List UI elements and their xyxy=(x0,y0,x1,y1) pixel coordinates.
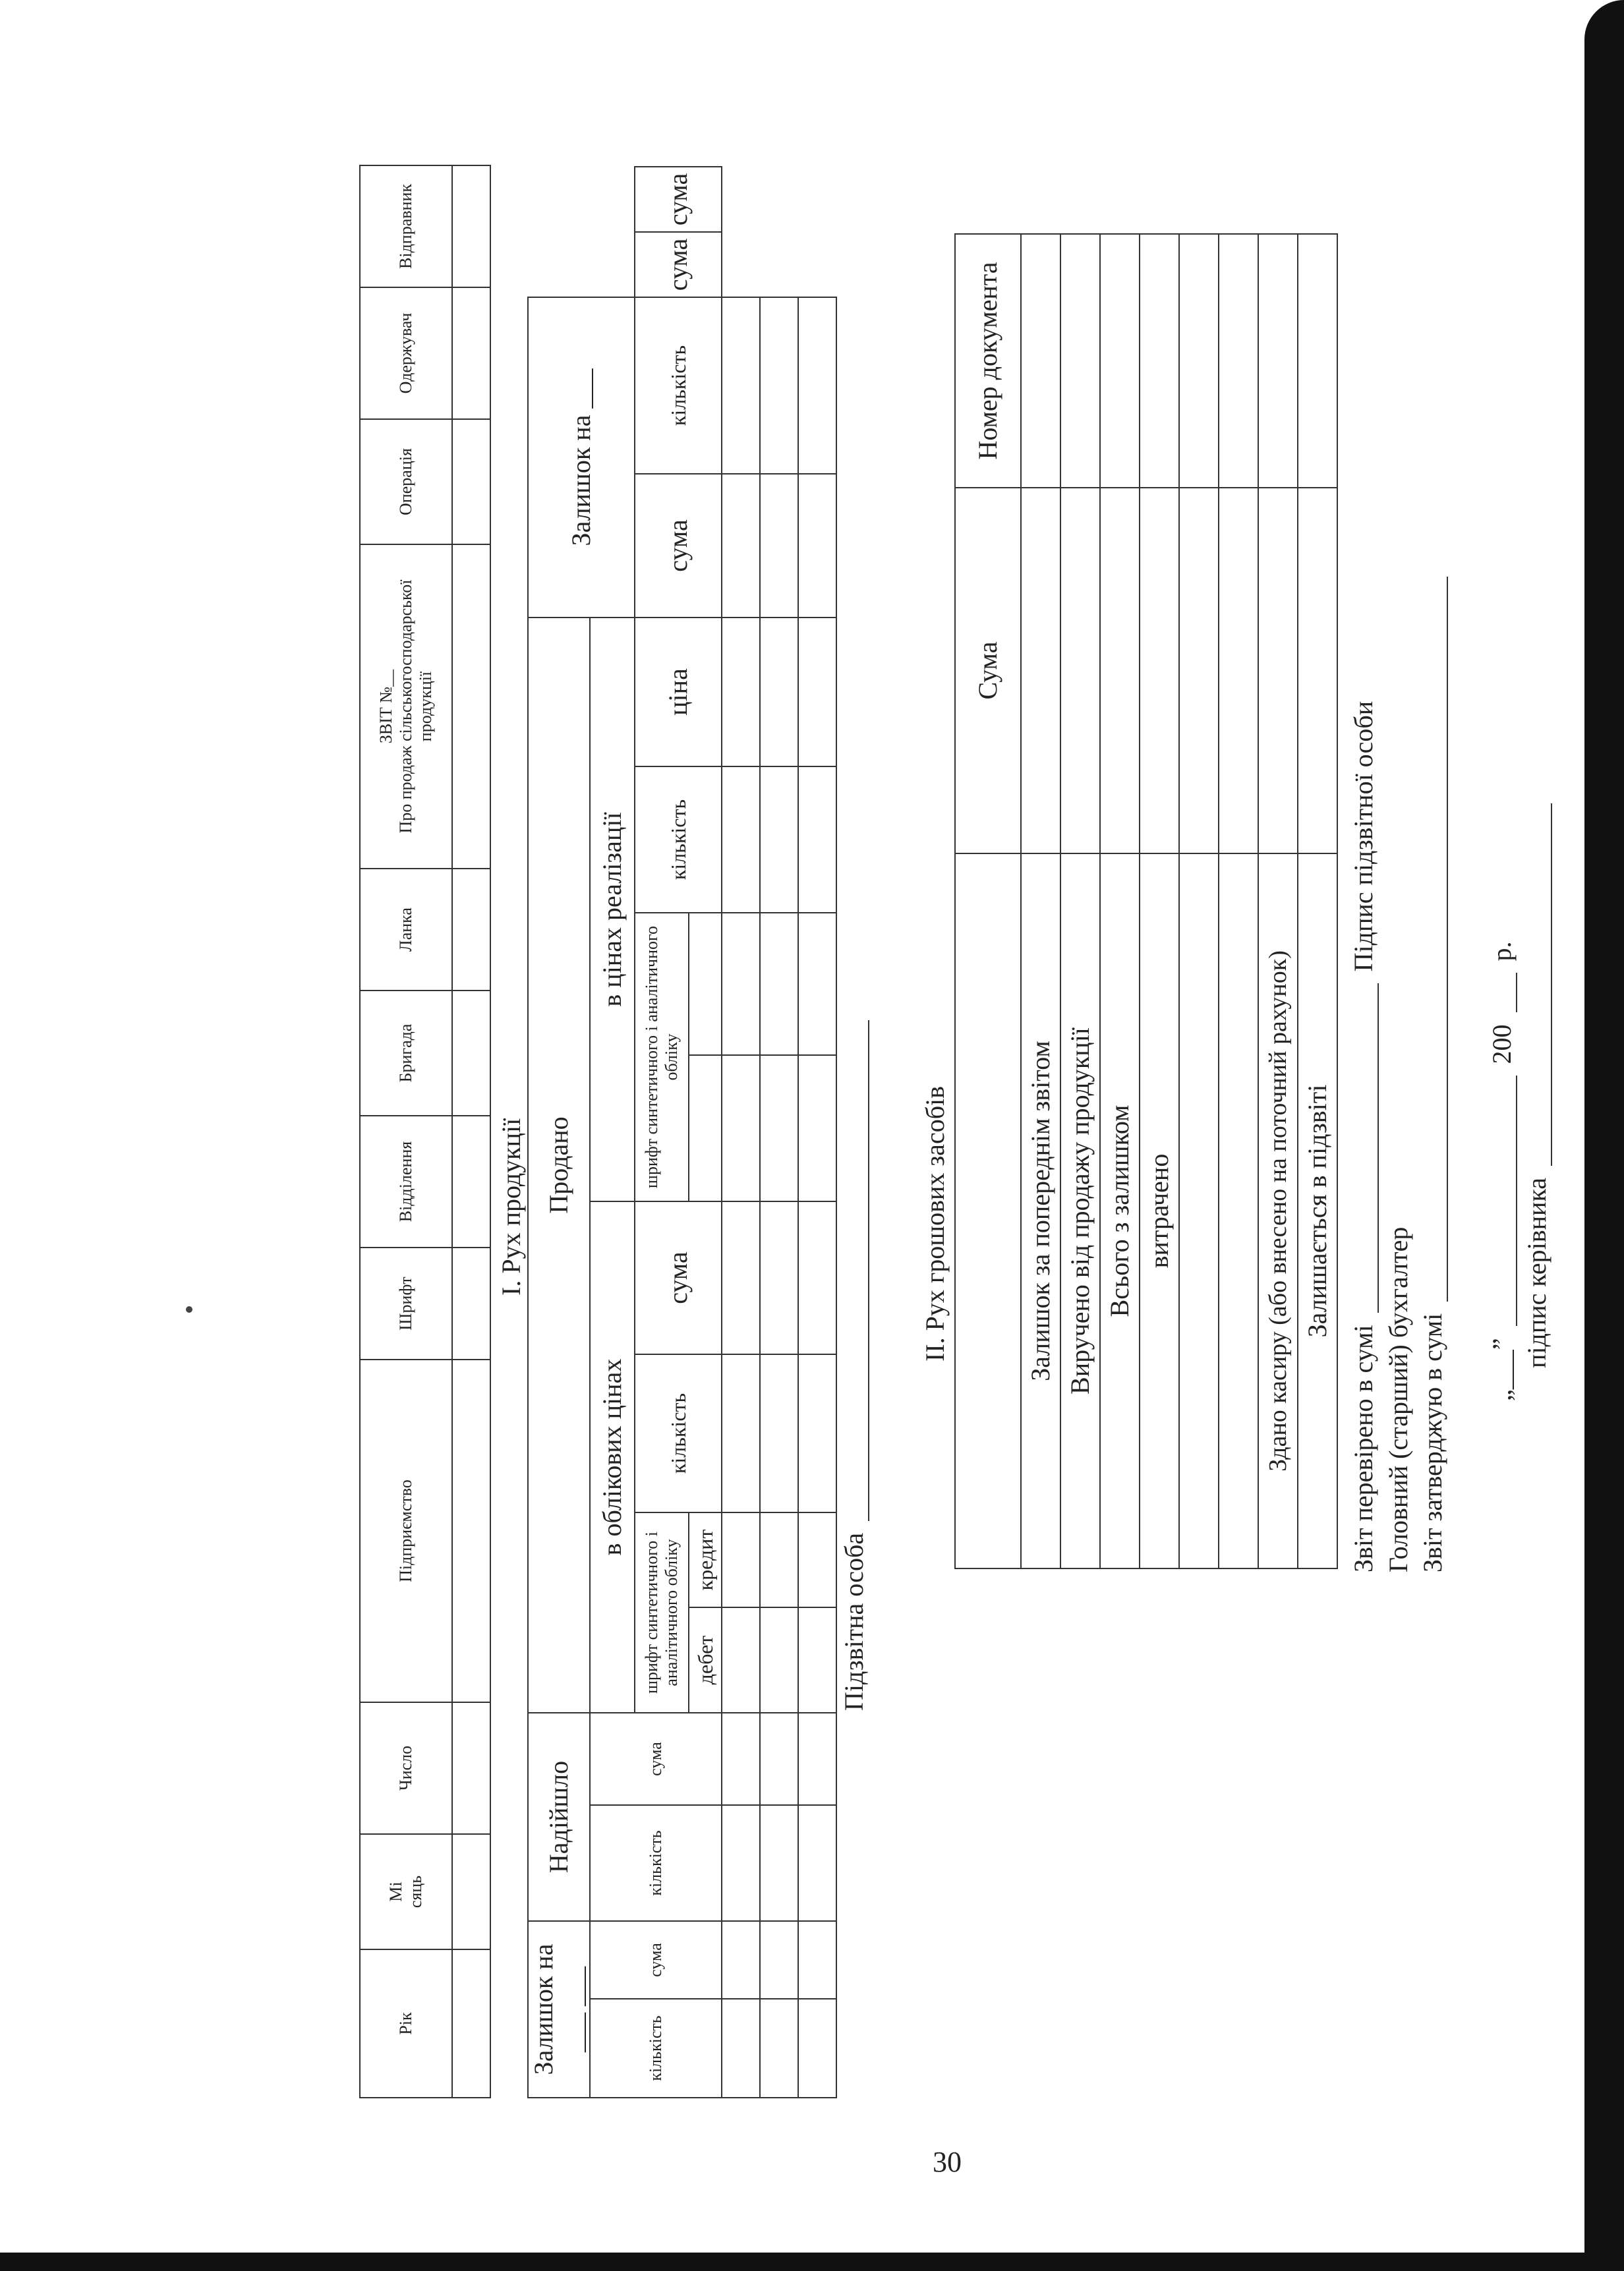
blank-cell xyxy=(722,1805,760,1921)
pidzvitna-osoba xyxy=(838,1020,869,1711)
blank-cell xyxy=(1258,488,1298,853)
col-bryhada: Бригада xyxy=(360,991,452,1116)
blank-cell xyxy=(798,1999,836,2098)
blank-cell xyxy=(760,913,798,1055)
kilkist-header: кількість xyxy=(635,297,722,474)
blank-cell xyxy=(760,1512,798,1607)
blank-cell xyxy=(1258,234,1298,488)
date-blank xyxy=(1490,973,1517,1012)
blank-cell xyxy=(1179,488,1219,853)
signature-line xyxy=(1351,983,1379,1313)
col-chyslo: Число xyxy=(360,1702,452,1834)
page-edge xyxy=(1584,0,1624,2271)
blank-cell xyxy=(722,1201,760,1354)
blank-cell xyxy=(1298,234,1337,488)
blank-cell xyxy=(722,1354,760,1512)
page-number: 30 xyxy=(933,2146,962,2178)
blank-cell xyxy=(452,1949,490,2098)
blank-cell xyxy=(722,474,760,618)
blank-cell xyxy=(798,474,836,618)
kilkist-header: кількість xyxy=(635,766,722,913)
blank-cell xyxy=(722,1713,760,1805)
cash-row-label: Залишок за попереднім звітом xyxy=(1021,853,1060,1568)
blank-cell xyxy=(722,913,760,1055)
perevireno-label: Звіт перевірено в сумі xyxy=(1348,1325,1378,1572)
pidpys-kerivnyka: підпис керівника xyxy=(1522,1177,1552,1368)
blank-cell xyxy=(722,766,760,913)
kerivnyk-line xyxy=(1521,803,1552,1368)
section1-title: І. Рух продукції xyxy=(496,1118,526,1296)
col-shryft: Шрифт xyxy=(360,1248,452,1360)
cash-row-label xyxy=(1219,853,1258,1568)
col-viddilennia: Відділення xyxy=(360,1116,452,1248)
blank-cell xyxy=(1219,234,1258,488)
blank-cell xyxy=(760,1354,798,1512)
suma-header: сума xyxy=(590,1713,722,1805)
perevireno-line xyxy=(1348,701,1379,1572)
cash-movement-table xyxy=(954,233,1338,1569)
blank-cell xyxy=(760,297,798,474)
section2-title: ІІ. Рух грошових засобів xyxy=(920,1085,950,1362)
cash-row-label: витрачено xyxy=(1140,853,1179,1568)
blank-cell xyxy=(1100,234,1140,488)
blank-cell xyxy=(722,1512,760,1607)
blank-cell xyxy=(1219,488,1258,853)
blank-cell xyxy=(798,1512,836,1607)
blank-cell xyxy=(452,991,490,1116)
tsina-header: ціна xyxy=(635,618,722,766)
blank-cell xyxy=(722,1607,760,1713)
col-operatsiia: Операція xyxy=(360,419,452,544)
blank-cell xyxy=(798,1201,836,1354)
col-vidpravnyk: Відправник xyxy=(360,165,452,287)
blank-cell xyxy=(689,913,722,1055)
suma-header: сума xyxy=(590,1921,722,1999)
debet-header: дебет xyxy=(689,1607,722,1713)
cash-row-label: Залишається в підзвіті xyxy=(1298,853,1337,1568)
blank-cell xyxy=(760,618,798,766)
col-suma: Сума xyxy=(955,488,1021,853)
prodano-header: Продано xyxy=(528,618,590,1713)
header-table xyxy=(359,165,491,2098)
suma-header: сума xyxy=(635,167,722,232)
blank-cell xyxy=(798,618,836,766)
zatverdzhuiu-line xyxy=(1417,577,1448,1572)
blank-cell xyxy=(760,1055,798,1201)
blank-cell xyxy=(452,544,490,869)
shryft-header: шрифт синтетичного і аналітичного обліку xyxy=(635,1512,689,1713)
suma-header: сума xyxy=(635,1201,722,1354)
suma-header: сума xyxy=(635,474,722,618)
report-title-cell xyxy=(360,544,452,869)
blank-cell xyxy=(452,287,490,419)
signature-line xyxy=(842,1020,869,1521)
cash-row-label xyxy=(1179,853,1219,1568)
col-lanka: Ланка xyxy=(360,869,452,991)
blank-cell xyxy=(452,165,490,287)
kredyt-header: кредит xyxy=(689,1512,722,1607)
blank-cell xyxy=(722,1921,760,1999)
blank-cell xyxy=(1298,488,1337,853)
col-rik: Рік xyxy=(360,1949,452,2098)
product-movement-table xyxy=(527,166,837,2098)
blank-cell xyxy=(1179,234,1219,488)
date-blank xyxy=(1490,1076,1517,1326)
signature-line xyxy=(1420,577,1448,1302)
report-subtitle: Про продаж сільськогосподарської продукції xyxy=(396,579,435,834)
date-line xyxy=(1486,941,1517,1401)
blank-cell xyxy=(452,1834,490,1949)
kilkist-header: кількість xyxy=(590,1805,722,1921)
blank-cell xyxy=(798,1805,836,1921)
blank-cell xyxy=(722,618,760,766)
zalyshok-start-header: Залишок на ___ ___ xyxy=(528,1921,590,2098)
blank-cell xyxy=(798,297,836,474)
blank-cell xyxy=(452,1248,490,1360)
blank-cell xyxy=(798,1354,836,1512)
blank-cell xyxy=(452,1116,490,1248)
cash-row-label: Здано касиру (або внесено на поточний рахунок) xyxy=(1258,853,1298,1568)
blank-cell xyxy=(1060,234,1100,488)
blank-cell xyxy=(760,1805,798,1921)
blank-cell xyxy=(760,1999,798,2098)
blank-cell xyxy=(1021,234,1060,488)
nadiishlo-header: Надійшло xyxy=(528,1713,590,1921)
suma-header: сума xyxy=(635,232,722,297)
blank-cell xyxy=(1140,234,1179,488)
zatverdzhuiu-label: Звіт затверджую в сумі xyxy=(1418,1313,1447,1572)
date-r: р. xyxy=(1487,941,1517,962)
row-label-header xyxy=(955,853,1021,1568)
shryft-header: шрифт синтетичного і аналітичного обліку xyxy=(635,913,689,1201)
v-tsinakh-header: в цінах реалізації xyxy=(590,618,635,1201)
blank-cell xyxy=(798,1713,836,1805)
blank-cell xyxy=(1021,488,1060,853)
pidzvitna-label: Підзвітна особа xyxy=(839,1532,869,1711)
cash-row-label: Виручено від продажу продукції xyxy=(1060,853,1100,1568)
holovnyi-line xyxy=(1383,1227,1414,1572)
blank-cell xyxy=(798,766,836,913)
blank-cell xyxy=(798,1055,836,1201)
blank-cell xyxy=(760,1607,798,1713)
blank-cell xyxy=(760,1921,798,1999)
blank-cell xyxy=(798,1921,836,1999)
blank-cell xyxy=(798,913,836,1055)
pidpys-pidzvitnoi: Підпис підзвітної особи xyxy=(1348,701,1378,972)
col-oderzhuvach: Одержувач xyxy=(360,287,452,419)
col-pidpryiemstvo: Підприємство xyxy=(360,1360,452,1702)
blank-cell xyxy=(798,1607,836,1713)
date-prefix: „___” xyxy=(1487,1338,1517,1401)
cash-row-label: Всього з залишком xyxy=(1100,853,1140,1568)
blank-cell xyxy=(1060,488,1100,853)
blank-cell xyxy=(760,1713,798,1805)
blank-cell xyxy=(452,1360,490,1702)
v-oblikovykh-header: в облікових цінах xyxy=(590,1201,635,1713)
date-year: 200 xyxy=(1487,1024,1517,1064)
report-title: ЗВІТ №__ xyxy=(376,669,395,744)
blank-cell xyxy=(1100,488,1140,853)
zalyshok-end-header: Залишок на ___ xyxy=(528,297,635,618)
blank-cell xyxy=(760,474,798,618)
kilkist-header: кількість xyxy=(590,1999,722,2098)
blank-cell xyxy=(452,419,490,544)
blank-cell xyxy=(722,1055,760,1201)
blank-cell xyxy=(1140,488,1179,853)
holovnyi-label: Головний (старший) бухгалтер xyxy=(1383,1226,1413,1572)
blank-cell xyxy=(760,1201,798,1354)
col-nomer-dokumenta: Номер документа xyxy=(955,234,1021,488)
kilkist-header: кількість xyxy=(635,1354,722,1512)
blank-cell xyxy=(689,1055,722,1201)
col-misiats: Мі сяць xyxy=(360,1834,452,1949)
blank-cell xyxy=(722,1999,760,2098)
blank-cell xyxy=(452,869,490,991)
signature-line xyxy=(1524,803,1552,1166)
blank-cell xyxy=(722,297,760,474)
blank-cell xyxy=(452,1702,490,1834)
blank-cell xyxy=(760,766,798,913)
